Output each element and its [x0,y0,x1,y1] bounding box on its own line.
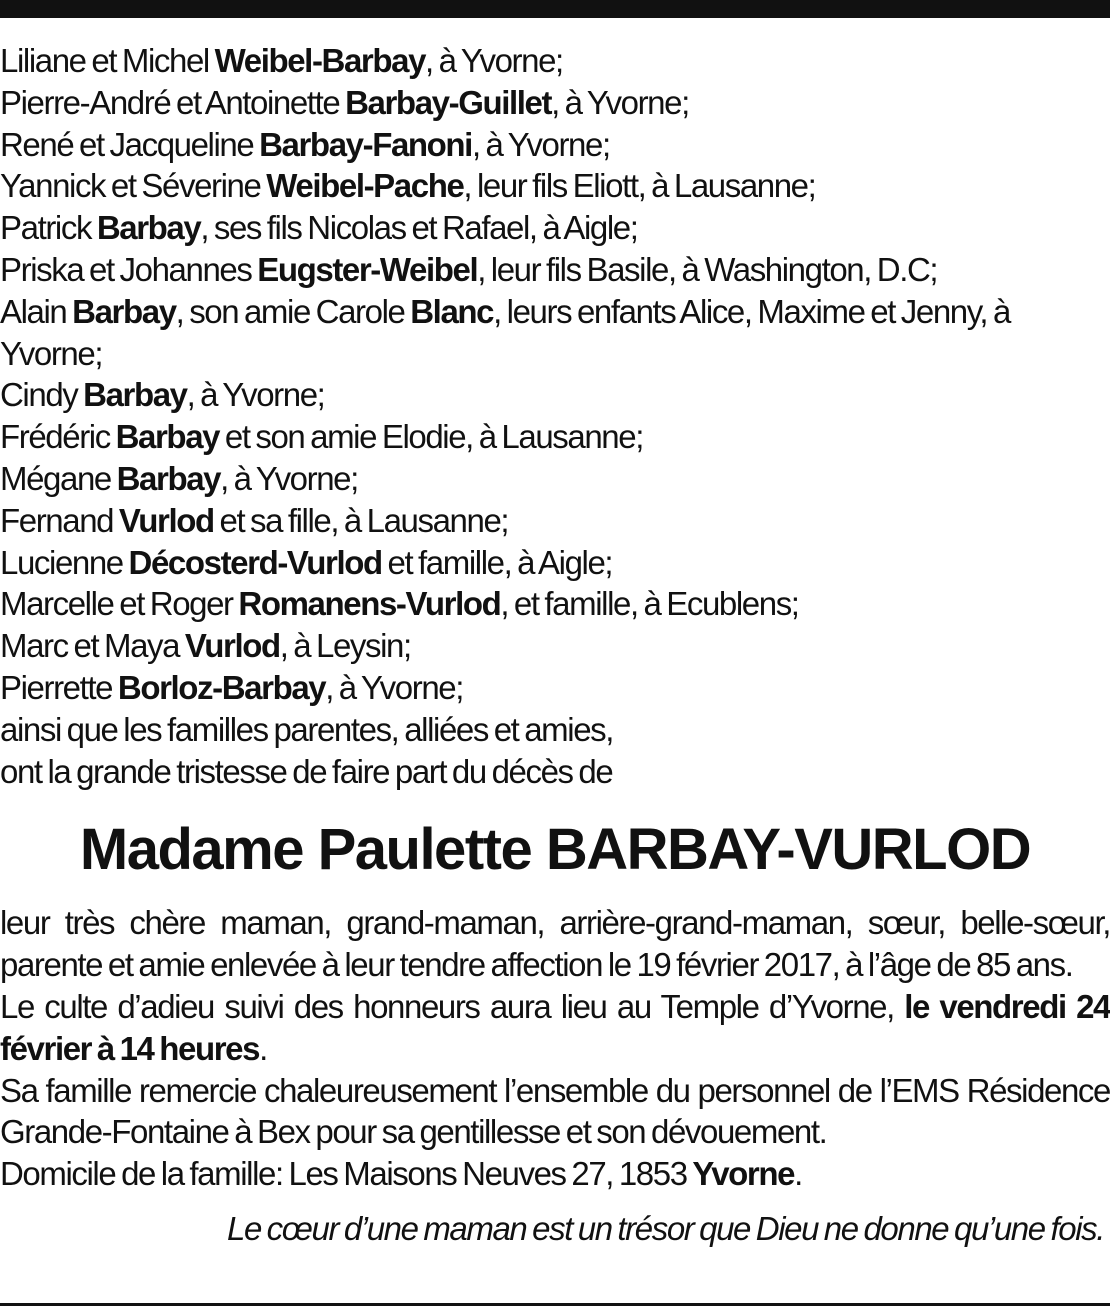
notice-body [0,902,1110,1195]
closing-line: ont la grande tristesse de faire part du décès de [0,752,613,790]
family-line: Cindy Barbay, à Yvorne; [0,376,325,414]
family-line: Yannick et Séverine Weibel-Pache, leur fils Eliott, à Lausanne; [0,167,816,205]
family-line: Patrick Barbay, ses fils Nicolas et Rafael, à Aigle; [0,209,638,247]
family-line: Pierrette Borloz-Barbay, à Yvorne; [0,668,464,706]
family-line: Mégane Barbay, à Yvorne; [0,459,358,497]
closing-quote: Le cœur d’une maman est un trésor que Dieu ne donne qu’une fois. [227,1209,1104,1247]
closing-line: ainsi que les familles parentes, alliées et amies, [0,710,614,748]
family-line: Frédéric Barbay et son amie Elodie, à Lausanne; [0,418,643,456]
family-line: Priska et Johannes Eugster-Weibel, leur fils Basile, à Washington, D.C; [0,250,938,288]
service-paragraph: Le culte d’adieu suivi des honneurs aura lieu au Temple d’Yvorne, le vendredi 24 février à 14 heures. [0,987,1110,1067]
address-town: Yvorne [692,1155,795,1193]
family-line: Alain Barbay, son amie Carole Blanc, leurs enfants Alice, Maxime et Jenny, à Yvorne; [0,292,1010,372]
family-line: Pierre-André et Antoinette Barbay-Guillet, à Yvorne; [0,83,689,121]
address-paragraph: Domicile de la famille: Les Maisons Neuves 27, 1853 Yvorne. [0,1155,802,1193]
family-line: Marc et Maya Vurlod, à Leysin; [0,627,411,665]
bottom-rule [0,1303,1110,1306]
family-line: Marcelle et Roger Romanens-Vurlod, et famille, à Ecublens; [0,585,799,623]
deceased-name: Madame Paulette BARBAY-VURLOD [79,817,1031,883]
family-line: Fernand Vurlod et sa fille, à Lausanne; [0,501,509,539]
service-date: le vendredi 24 février à 14 heures [0,987,1110,1067]
family-list [0,40,1110,792]
family-line: Lucienne Décosterd-Vurlod et famille, à Aigle; [0,543,613,581]
family-line: Liliane et Michel Weibel-Barbay, à Yvorne; [0,42,563,79]
tribute-paragraph: leur très chère maman, grand-maman, arrière-grand-maman, sœur, belle-sœur, parente et amie enlevée à leur tendre affection le 19 février 2017, à l’âge de 85 ans. [0,904,1110,984]
death-notice [0,40,1110,1251]
top-rule [0,0,1110,18]
thanks-paragraph: Sa famille remercie chaleureusement l’ensemble du personnel de l’EMS Résidence Grande-Fontaine à Bex pour sa gentillesse et son dévouement. [0,1071,1110,1151]
family-line: René et Jacqueline Barbay-Fanoni, à Yvorne; [0,125,610,163]
